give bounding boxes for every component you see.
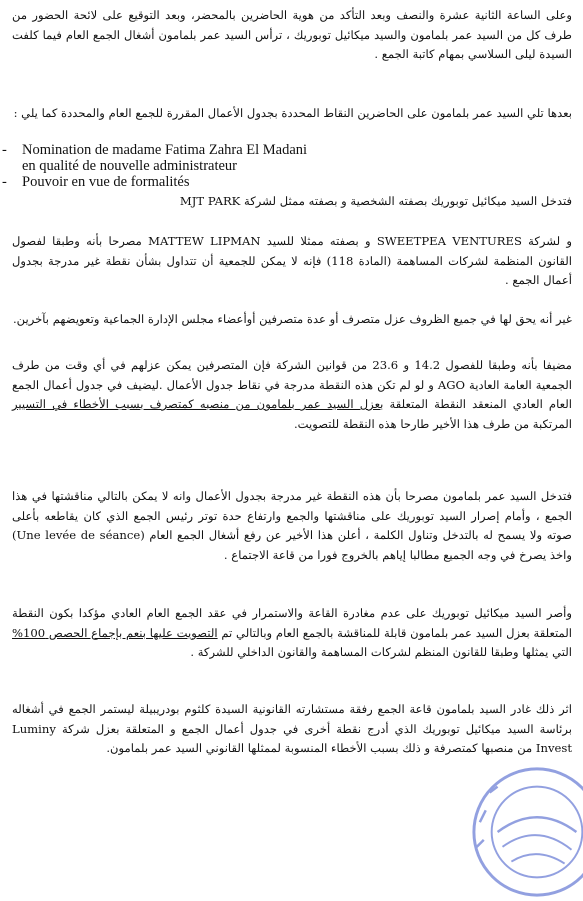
paragraph-agenda-intro: بعدها تلي السيد عمر بلمامون على الحاضرين النقاط المحددة بجدول الأعمال المقررة للجمع العام والمحددة كما يلي : [13,106,572,120]
paragraph-vote [12,604,572,663]
agenda-item-text: Pouvoir en vue de formalités [22,174,190,190]
paragraph-revocation-right: غير أنه يحق لها في جميع الظروف عزل متصرف أو عدة متصرفين أوأعضاء مجلس الإدارة الجماعية وتعويضهم بآخرين. [12,312,572,326]
list-dash: - [2,174,7,190]
text-segment: التي يمثلها وطبقا للقانون المنظم لشركات المساهمة والقانون الداخلي للشركة . [190,645,572,659]
underlined-text: بعزل السيد عمر بلمامون من منصبه كمتصرف بسبب الأخطاء في التسيير [12,397,384,411]
agenda-item [0,174,320,190]
underlined-text: التصويت عليها بنعم بإجماع الحصص 100% [12,625,218,640]
text-segment: مضيفا بأنه وطبقا للفصول 14.2 و 23.6 من قوانين الشركة فإن المتصرفين يمكن عزلهم في أي وقت من طرف الجمعية العامة العادية AGO و لو لم تكن هذه النقطة مدرجة في نقاط جدول الأعمال .ليضيف في جدول أعمال الجمع العام العادي المنعقد النقطة المتعلقة [12,358,573,411]
paragraph-article-118: و لشركة SWEETPEA VENTURES و بصفته ممثلا للسيد MATTEW LIPMAN مصرحا بأنه وطبقا لفصول القانون المنظمة لشركات المساهمة (المادة 118) فإنه لا يمكن للجمعية أن تتداول بشأن نقطة غير مدرجة بجدول أعمال الجمع . [12,234,572,287]
paragraph-statutes [12,356,572,434]
company-stamp [468,763,583,901]
paragraph-luminy-invest: اثر ذلك غادر السيد بلمامون قاعة الجمع رفقة مستشارته القانونية السيدة كلثوم بودريبيلة ليستمر الجمع في أشغاله برئاسة السيد ميكائيل توبوريك الذي أدرج نقطة أخرى في جدول أعمال الجمع و المتعلقة بعزل شركة Luminy Invest من منصبها كمتصرفة و ذلك بسبب الأخطاء المنسوبة لممثلها القانوني السيد عمر بلمامون. [12,702,572,755]
paragraph-intervention: فتدخل السيد ميكائيل توبوريك بصفته الشخصية و بصفته ممثل لشركة MJT PARK [179,194,572,208]
agenda-item [0,142,320,174]
paragraph-opening: وعلى الساعة الثانية عشرة والنصف وبعد التأكد من هوية الحاضرين بالمحضر، وبعد التوقيع على لائحة الحضور من طرف كل من السيد عمر بلمامون والسيد ميكائيل توبوريك ، ترأس السيد عمر بلمامون أشغال الجمع العام فيما كلفت السيدة ليلى السلاسي بمهام كاتبة الجمع . [12,8,572,61]
paragraph-levee-de-seance: فتدخل السيد عمر بلمامون مصرحا بأن هذه النقطة غير مدرجة بجدول الأعمال وانه لا يمكن بالتالي مناقشتها في هذا الجمع ، وأمام إصرار السيد توبوريك على مناقشتها والجمع وارتفاع حدة توتر رئيس الجمع الذي كان يقاطعه بأعلى صوته ولا يسمح له بالتدخل وتناول الكلمة ، أعلن هذا الأخير عن رفع أشغال الجمع العام (Une levée de séance) واخذ يصرخ في وجه الجميع مطالبا إياهم بالخروج فورا من قاعة الاجتماع . [12,489,572,562]
agenda-item-text: Nomination de madame Fatima Zahra El Madani en qualité de nouvelle administrateur [22,142,308,174]
list-dash: - [2,142,7,158]
text-segment: المرتكبة من طرف هذا الأخير طارحا هذه النقطة للتصويت. [293,416,572,431]
agenda-list [0,142,320,190]
text-segment: وأصر السيد ميكائيل توبوريك على عدم مغادرة القاعة والاستمرار في عقد الجمع العام العادي مؤكدا بكون النقطة المتعلقة بعزل السيد عمر بلمامون قابلة للمناقشة بالجمع العام وبالتالي تم [12,606,572,640]
